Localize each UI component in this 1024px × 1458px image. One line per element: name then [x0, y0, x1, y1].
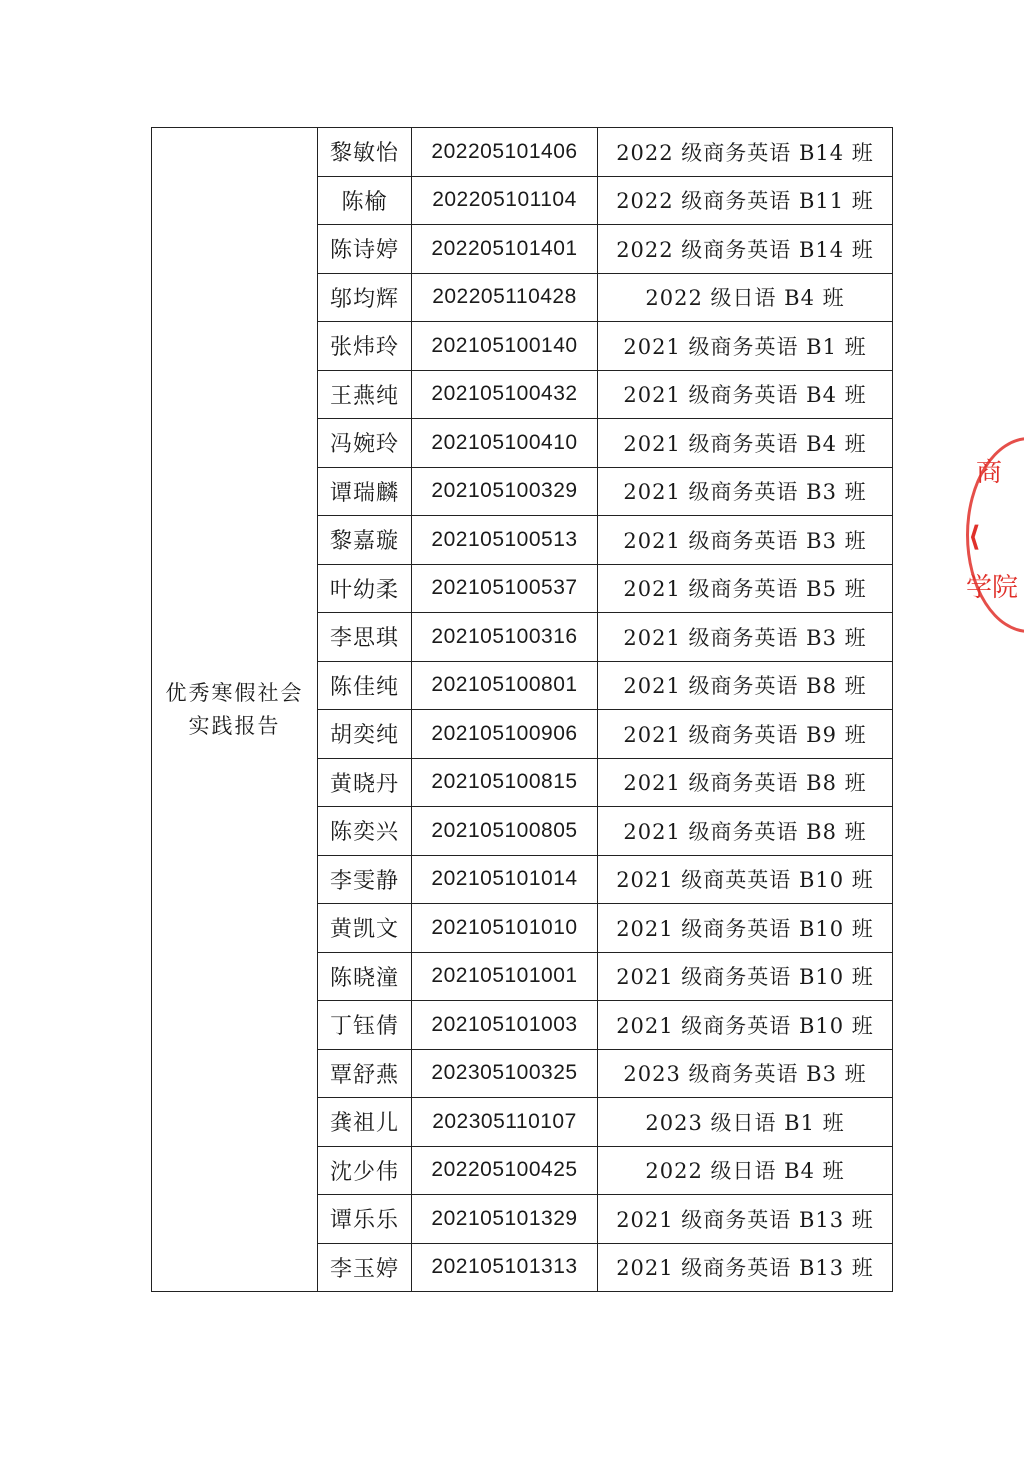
student-id-cell: 202105101329: [412, 1195, 598, 1244]
student-id-cell: 202205101406: [412, 128, 598, 177]
student-name-cell: 叶幼柔: [318, 564, 412, 613]
student-name-cell: 陈晓潼: [318, 952, 412, 1001]
class-name-cell: 2021 级商务英语 B3 班: [598, 467, 893, 516]
student-id-cell: 202205100425: [412, 1146, 598, 1195]
student-name-cell: 覃舒燕: [318, 1049, 412, 1098]
student-id-cell: 202105100410: [412, 419, 598, 468]
student-name-cell: 冯婉玲: [318, 419, 412, 468]
student-id-cell: 202105100906: [412, 710, 598, 759]
student-name-cell: 陈榆: [318, 176, 412, 225]
student-name-cell: 邬均辉: [318, 273, 412, 322]
class-name-cell: 2021 级商务英语 B10 班: [598, 904, 893, 953]
student-name-cell: 李思琪: [318, 613, 412, 662]
student-name-cell: 陈佳纯: [318, 661, 412, 710]
seal-star-mark: ⟨: [968, 520, 981, 553]
category-label-line: 优秀寒假社会: [165, 680, 304, 705]
table-row: [152, 128, 893, 177]
student-name-cell: 丁钰倩: [318, 1001, 412, 1050]
category-cell: [152, 128, 318, 1292]
student-id-cell: 202105101014: [412, 855, 598, 904]
student-id-cell: 202105101010: [412, 904, 598, 953]
class-name-cell: 2021 级商务英语 B8 班: [598, 807, 893, 856]
student-name-cell: 黎敏怡: [318, 128, 412, 177]
award-table: [151, 127, 893, 1292]
student-id-cell: 202105100815: [412, 758, 598, 807]
class-name-cell: 2021 级商务英语 B4 班: [598, 419, 893, 468]
student-id-cell: 202305110107: [412, 1098, 598, 1147]
class-name-cell: 2021 级商英英语 B10 班: [598, 855, 893, 904]
class-name-cell: 2021 级商务英语 B10 班: [598, 952, 893, 1001]
student-id-cell: 202105100329: [412, 467, 598, 516]
class-name-cell: 2023 级日语 B1 班: [598, 1098, 893, 1147]
class-name-cell: 2021 级商务英语 B8 班: [598, 661, 893, 710]
student-name-cell: 王燕纯: [318, 370, 412, 419]
class-name-cell: 2021 级商务英语 B9 班: [598, 710, 893, 759]
student-id-cell: 202105100537: [412, 564, 598, 613]
student-id-cell: 202105101003: [412, 1001, 598, 1050]
seal-text-top: 商: [976, 458, 1003, 488]
class-name-cell: 2022 级商务英语 B14 班: [598, 225, 893, 274]
student-id-cell: 202105101313: [412, 1243, 598, 1292]
student-name-cell: 胡奕纯: [318, 710, 412, 759]
student-name-cell: 谭瑞麟: [318, 467, 412, 516]
class-name-cell: 2022 级日语 B4 班: [598, 1146, 893, 1195]
student-id-cell: 202105100805: [412, 807, 598, 856]
class-name-cell: 2021 级商务英语 B8 班: [598, 758, 893, 807]
student-name-cell: 谭乐乐: [318, 1195, 412, 1244]
student-id-cell: 202205101104: [412, 176, 598, 225]
class-name-cell: 2021 级商务英语 B1 班: [598, 322, 893, 371]
class-name-cell: 2022 级日语 B4 班: [598, 273, 893, 322]
class-name-cell: 2023 级商务英语 B3 班: [598, 1049, 893, 1098]
student-name-cell: 张炜玲: [318, 322, 412, 371]
student-id-cell: 202105100432: [412, 370, 598, 419]
student-id-cell: 202205110428: [412, 273, 598, 322]
student-name-cell: 陈奕兴: [318, 807, 412, 856]
class-name-cell: 2021 级商务英语 B5 班: [598, 564, 893, 613]
student-name-cell: 黄晓丹: [318, 758, 412, 807]
class-name-cell: 2021 级商务英语 B10 班: [598, 1001, 893, 1050]
table-body: [152, 128, 893, 1292]
student-id-cell: 202105100140: [412, 322, 598, 371]
student-id-cell: 202205101401: [412, 225, 598, 274]
student-name-cell: 陈诗婷: [318, 225, 412, 274]
student-id-cell: 202105100801: [412, 661, 598, 710]
student-name-cell: 黄凯文: [318, 904, 412, 953]
student-name-cell: 沈少伟: [318, 1146, 412, 1195]
class-name-cell: 2021 级商务英语 B3 班: [598, 613, 893, 662]
class-name-cell: 2022 级商务英语 B11 班: [598, 176, 893, 225]
student-id-cell: 202105100316: [412, 613, 598, 662]
class-name-cell: 2022 级商务英语 B14 班: [598, 128, 893, 177]
student-id-cell: 202305100325: [412, 1049, 598, 1098]
student-name-cell: 黎嘉璇: [318, 516, 412, 565]
student-name-cell: 李雯静: [318, 855, 412, 904]
student-name-cell: 李玉婷: [318, 1243, 412, 1292]
category-label-line: 实践报告: [188, 713, 281, 738]
class-name-cell: 2021 级商务英语 B3 班: [598, 516, 893, 565]
student-name-cell: 龚祖儿: [318, 1098, 412, 1147]
class-name-cell: 2021 级商务英语 B13 班: [598, 1243, 893, 1292]
student-id-cell: 202105100513: [412, 516, 598, 565]
seal-text-bottom: 学院: [966, 573, 1019, 603]
student-id-cell: 202105101001: [412, 952, 598, 1001]
class-name-cell: 2021 级商务英语 B4 班: [598, 370, 893, 419]
class-name-cell: 2021 级商务英语 B13 班: [598, 1195, 893, 1244]
